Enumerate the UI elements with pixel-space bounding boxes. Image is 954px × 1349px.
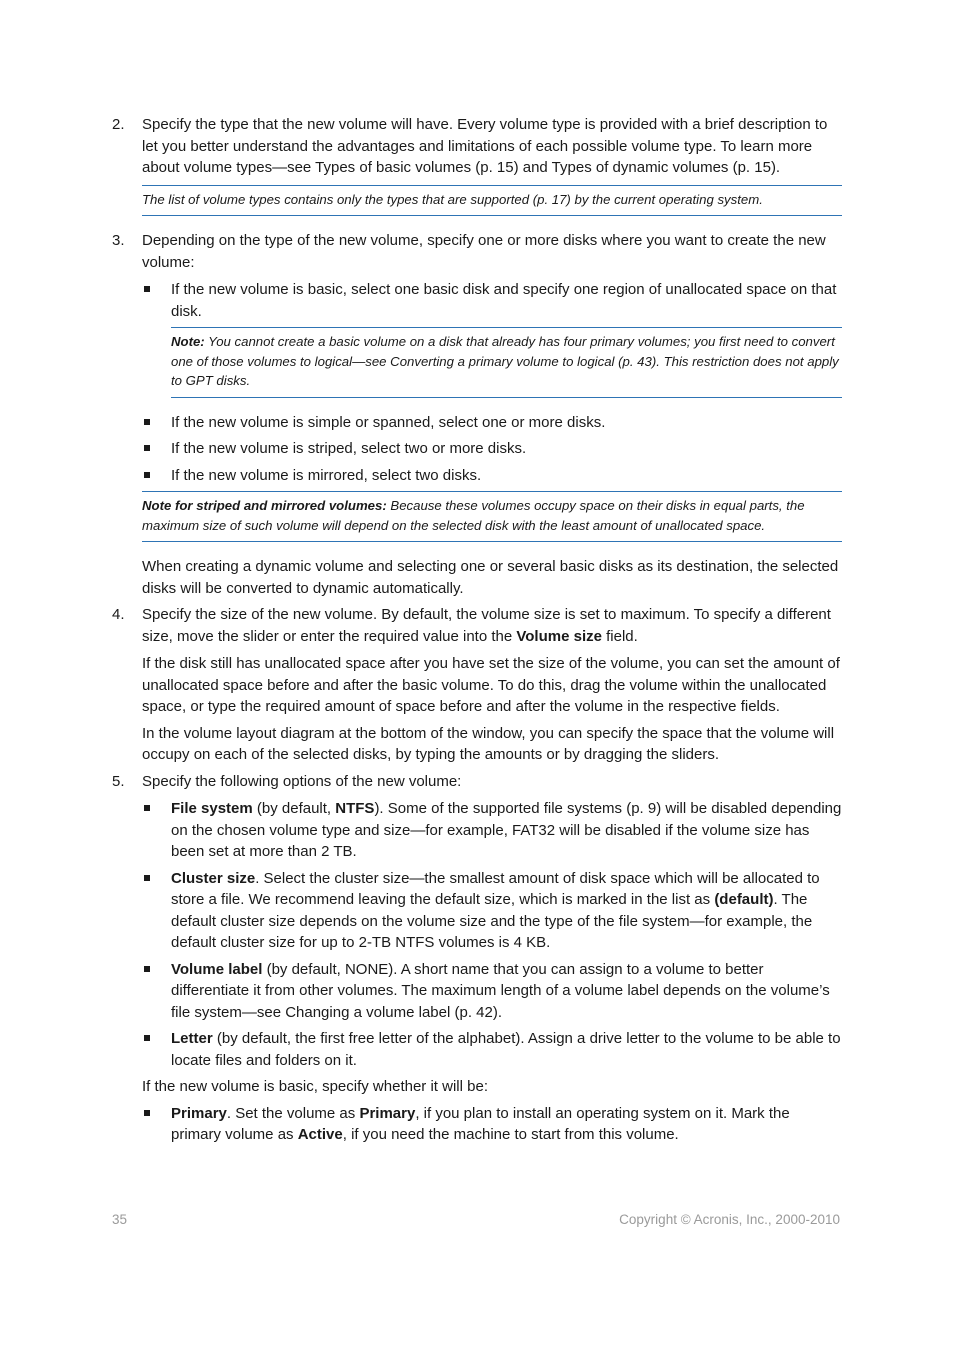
bullet-square-icon	[144, 875, 150, 881]
term-cluster-size: Cluster size	[171, 869, 256, 887]
term-active: Active	[297, 1126, 343, 1143]
bullet-square-icon	[144, 472, 150, 478]
bullet-volume-label	[142, 959, 842, 1024]
term-default: (default)	[714, 891, 774, 908]
bullet-square-icon	[144, 805, 150, 811]
step-number: 3.	[112, 232, 125, 249]
layout-diagram-paragraph: In the volume layout diagram at the bottom of the window, you can specify the space that the volume will occupy on each of the selected disks, by typing the amounts or by dragging the sliders.	[142, 724, 835, 763]
note-text: Because these volumes occupy space on their disks in equal parts, the maximum size of such volume will depend on the selected disk with the least amount of unallocated space.	[142, 498, 805, 533]
note-basic-volume	[171, 327, 842, 398]
note-striped-mirrored	[142, 491, 842, 542]
term-ntfs: NTFS	[335, 800, 375, 817]
text-run: field.	[601, 627, 638, 645]
dynamic-conversion-paragraph: When creating a dynamic volume and selecting one or several basic disks as its destination, the selected disks will be converted to dynamic automatically.	[142, 558, 839, 597]
text-run: , if you plan to install an operating system on it. Mark the primary volume as	[171, 1104, 790, 1143]
step-number: 4.	[112, 606, 125, 623]
bullet-text: If the new volume is simple or spanned, select one or more disks.	[171, 413, 606, 431]
bullet-basic	[142, 279, 842, 322]
copyright-notice: Copyright © Acronis, Inc., 2000-2010	[619, 1212, 840, 1227]
bullet-square-icon	[144, 445, 150, 451]
note-text: You cannot create a basic volume on a disk that already has four primary volumes; you first need to convert one of those volumes to logical—see Converting a primary volume to logical (p. 43). This restriction does not apply to GPT disks.	[171, 334, 839, 388]
bullet-mirrored	[142, 465, 842, 487]
step-5	[112, 771, 842, 793]
bullet-striped	[142, 438, 842, 460]
text-run: (by default,	[252, 800, 336, 817]
text-run: Specify the size of the new volume. By default, the volume size is set to maximum. To specify a different size, move the slider or enter the required value into the	[142, 606, 831, 645]
basic-volume-bullets	[142, 1103, 842, 1146]
text-run: (by default, NONE). A short name that you can assign to a volume to better differentiate it from other volumes. The maximum length of a volume label depends on the volume’s file system—see Changing a volume label (p. 42).	[171, 960, 830, 1021]
bullet-simple	[142, 412, 842, 434]
term-primary: Primary	[171, 1104, 227, 1122]
step-number: 5.	[112, 772, 125, 790]
bullet-square-icon	[144, 1110, 150, 1116]
step-number: 2.	[112, 116, 125, 133]
step-text: Depending on the type of the new volume, specify one or more disks where you want to create the new volume:	[142, 232, 826, 271]
page-number: 35	[112, 1212, 128, 1227]
step-text: Specify the type that the new volume will have. Every volume type is provided with a brief description to let you better understand the advantages and limitations of each possible volume type. To learn more about volume types—see Types of basic volumes (p. 15) and Types of dynamic volumes (p. 15).	[142, 116, 828, 176]
term-volume-label: Volume label	[171, 960, 263, 978]
bullet-text: If the new volume is striped, select two or more disks.	[171, 440, 527, 457]
unallocated-space-paragraph: If the disk still has unallocated space after you have set the size of the volume, you can set the amount of unallocated space before and after the basic volume. To do this, drag the volume within the unallocated space, or type the required amount of space before and after the volume in the respective fields.	[142, 655, 840, 715]
volume-size-term: Volume size	[516, 627, 602, 645]
bullet-square-icon	[144, 1035, 150, 1041]
term-file-system: File system	[171, 800, 253, 817]
text-run: ). Some of the supported file systems (p. 9) will be disabled depending on the chosen volume type and size—for example, FAT32 will be disabled if the volume size has been set at more than 2 TB.	[171, 800, 842, 860]
page-content	[112, 114, 842, 1151]
text-run: . The default cluster size depends on the volume size and the type of the file system—for example, the default cluster size for up to 2-TB NTFS volumes is 4 KB.	[171, 891, 813, 951]
step-2	[112, 114, 842, 179]
bullet-file-system	[142, 798, 842, 863]
bullet-cluster-size	[142, 868, 842, 954]
bullet-square-icon	[144, 286, 150, 292]
step-text	[142, 604, 842, 647]
step-4	[112, 604, 842, 647]
bullet-square-icon	[144, 966, 150, 972]
note-label: Note:	[171, 334, 205, 349]
basic-volume-paragraph: If the new volume is basic, specify whether it will be:	[142, 1078, 488, 1095]
step-text: Specify the following options of the new volume:	[142, 772, 462, 790]
note-text: The list of volume types contains only the types that are supported (p. 17) by the current operating system.	[142, 191, 763, 207]
note-volume-types	[142, 185, 842, 217]
bullet-letter	[142, 1028, 842, 1071]
term-letter: Letter	[171, 1030, 213, 1047]
bullet-text: If the new volume is basic, select one basic disk and specify one region of unallocated space on that disk.	[171, 281, 837, 320]
text-run: . Select the cluster size—the smallest amount of disk space which will be allocated to store a file. We recommend leaving the default size, which is marked in the list as	[171, 869, 820, 908]
note-label: Note for striped and mirrored volumes:	[142, 498, 387, 513]
text-run: , if you need the machine to start from this volume.	[342, 1126, 679, 1143]
term-primary: Primary	[359, 1104, 416, 1122]
step-3	[112, 230, 842, 273]
text-run: (by default, the first free letter of the alphabet). Assign a drive letter to the volume to be able to locate files and folders on it.	[171, 1030, 841, 1069]
step-3-bullets	[142, 279, 842, 486]
bullet-square-icon	[144, 419, 150, 425]
bullet-text: If the new volume is mirrored, select two disks.	[171, 466, 482, 484]
text-run: . Set the volume as	[226, 1104, 360, 1122]
bullet-primary	[142, 1103, 842, 1146]
step-5-bullets	[142, 798, 842, 1071]
